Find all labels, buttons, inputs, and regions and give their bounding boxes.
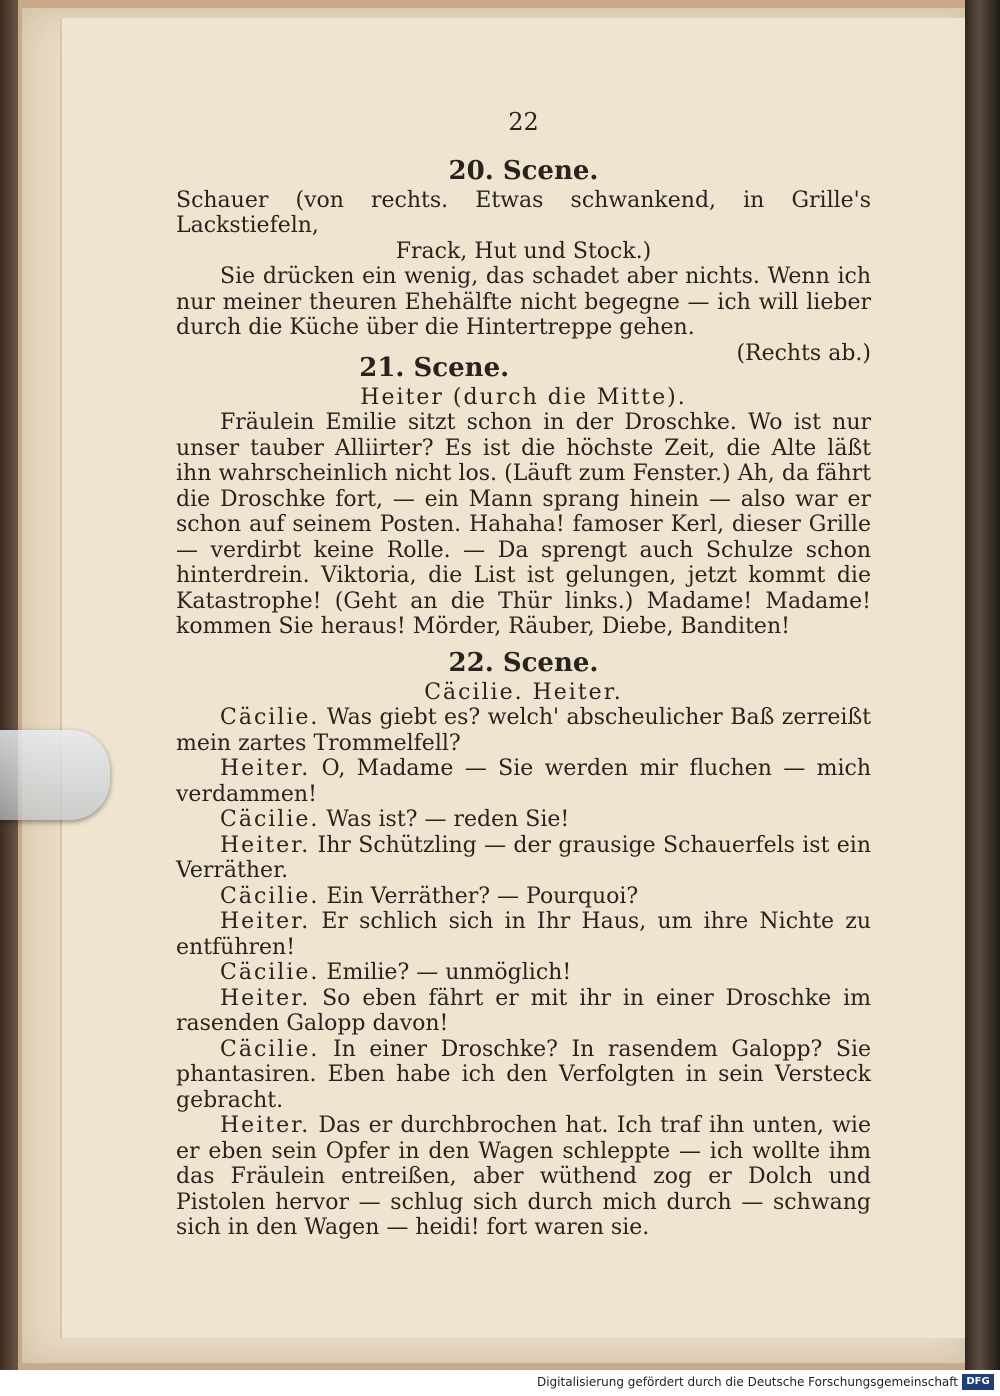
scene-21-speech: Fräulein Emilie sitzt schon in der Droschke. Wo ist nur unser tauber Alliirter? Es ist die höchste Zeit, die Alte läßt ihn wahrscheinlich nicht los. (Läuft zum Fenster.) Ah, da fährt die Droschke fort, — ein Mann sprang hinein — also war er schon auf seinem Posten. Hahaha! famoser Kerl, dieser Grille — verdirbt keine Rolle. — Da sprengt auch Schulze schon hinterdrein. Viktoria, die List ist gelungen, jetzt kommt die Katastrophe! (Geht an die Thür links.) Madame! Madame! kommen Sie heraus! Mörder, Räuber, Diebe, Banditen! xyxy=(176,410,871,639)
scene-20-speech xyxy=(176,264,871,366)
speaker: Heiter. xyxy=(220,832,311,858)
plastic-page-tab xyxy=(0,730,110,820)
page-number: 22 xyxy=(508,108,539,136)
speaker: Cäcilie. xyxy=(220,807,320,832)
line-text: Ein Verräther? — Pourquoi? xyxy=(326,883,639,909)
scene-22-heading: 22. Scene. xyxy=(448,647,599,678)
line-text: Ihr Schützling — der grausige Schauerfels ist ein Verräther. xyxy=(176,832,871,883)
dialogue-line xyxy=(176,833,871,884)
dialogue-line xyxy=(176,1113,871,1241)
dialogue-line xyxy=(176,960,871,986)
scene-22-dialogue xyxy=(176,705,871,1241)
scene-21-stage-direction: Heiter (durch die Mitte). xyxy=(360,384,687,410)
scene-20-stage-direction-cont: Frack, Hut und Stock.) xyxy=(395,238,652,264)
line-text: Emilie? — unmöglich! xyxy=(326,960,572,985)
scene-20-exit: (Rechts ab.) xyxy=(736,340,871,366)
line-text: Was ist? — reden Sie! xyxy=(326,807,570,832)
line-text: Er schlich sich in Ihr Haus, um ihre Nichte zu entführen! xyxy=(176,909,871,960)
line-text: O, Madame — Sie werden mir fluchen — mich verdammen! xyxy=(176,756,872,807)
speaker: Cäcilie. xyxy=(220,883,320,909)
dialogue-line xyxy=(176,807,871,833)
speaker: Heiter. xyxy=(220,909,311,934)
scene-20-heading: 20. Scene. xyxy=(448,155,599,186)
book-spine xyxy=(965,0,1000,1370)
funding-credit: Digitalisierung gefördert durch die Deutsche Forschungsgemeinschaft xyxy=(536,1375,958,1389)
speaker: Cäcilie. xyxy=(220,960,320,985)
dialogue-line xyxy=(176,884,871,910)
dialogue-line xyxy=(176,705,871,756)
speaker: Cäcilie. xyxy=(220,1036,320,1062)
scene-20-stage-direction: Schauer (von rechts. Etwas schwankend, in Grille's Lackstiefeln, xyxy=(176,187,871,238)
line-text: Was giebt es? welch' abscheulicher Baß zerreißt mein zartes Trommelfell? xyxy=(176,705,872,756)
page-text xyxy=(176,110,871,1241)
scene-20-speech-text: Sie drücken ein wenig, das schadet aber nichts. Wenn ich nur meiner theuren Ehehälfte nicht begegne — ich will lieber durch die Küche über die Hintertreppe gehen. xyxy=(176,264,871,340)
scene-22-stage-direction: Cäcilie. Heiter. xyxy=(424,679,623,705)
dialogue-line xyxy=(176,756,871,807)
dialogue-line xyxy=(176,909,871,960)
dialogue-line xyxy=(176,986,871,1037)
line-text: In einer Droschke? In rasendem Galopp? Sie phantasiren. Eben habe ich den Verfolgten in sein Versteck gebracht. xyxy=(176,1036,871,1113)
footer-bar xyxy=(0,1370,1000,1396)
line-text: Das er durchbrochen hat. Ich traf ihn unten, wie er eben sein Opfer in den Wagen schleppte — ich wollte ihm das Fräulein entreißen, aber wüthend zog er Dolch und Pistolen hervor — schlug sich durch mich durch — schwang sich in den Wagen — heidi! fort waren sie. xyxy=(176,1113,871,1240)
speaker: Cäcilie. xyxy=(220,705,320,730)
book-edge-left xyxy=(0,0,18,1370)
line-text: So eben fährt er mit ihr in einer Droschke im rasenden Galopp davon! xyxy=(176,985,871,1036)
speaker: Heiter. xyxy=(220,985,311,1011)
scene-21-heading: 21. Scene. xyxy=(359,352,510,383)
speaker: Heiter. xyxy=(220,1113,311,1138)
dialogue-line xyxy=(176,1037,871,1114)
speaker: Heiter. xyxy=(220,756,311,781)
dfg-logo: DFG xyxy=(962,1374,994,1390)
